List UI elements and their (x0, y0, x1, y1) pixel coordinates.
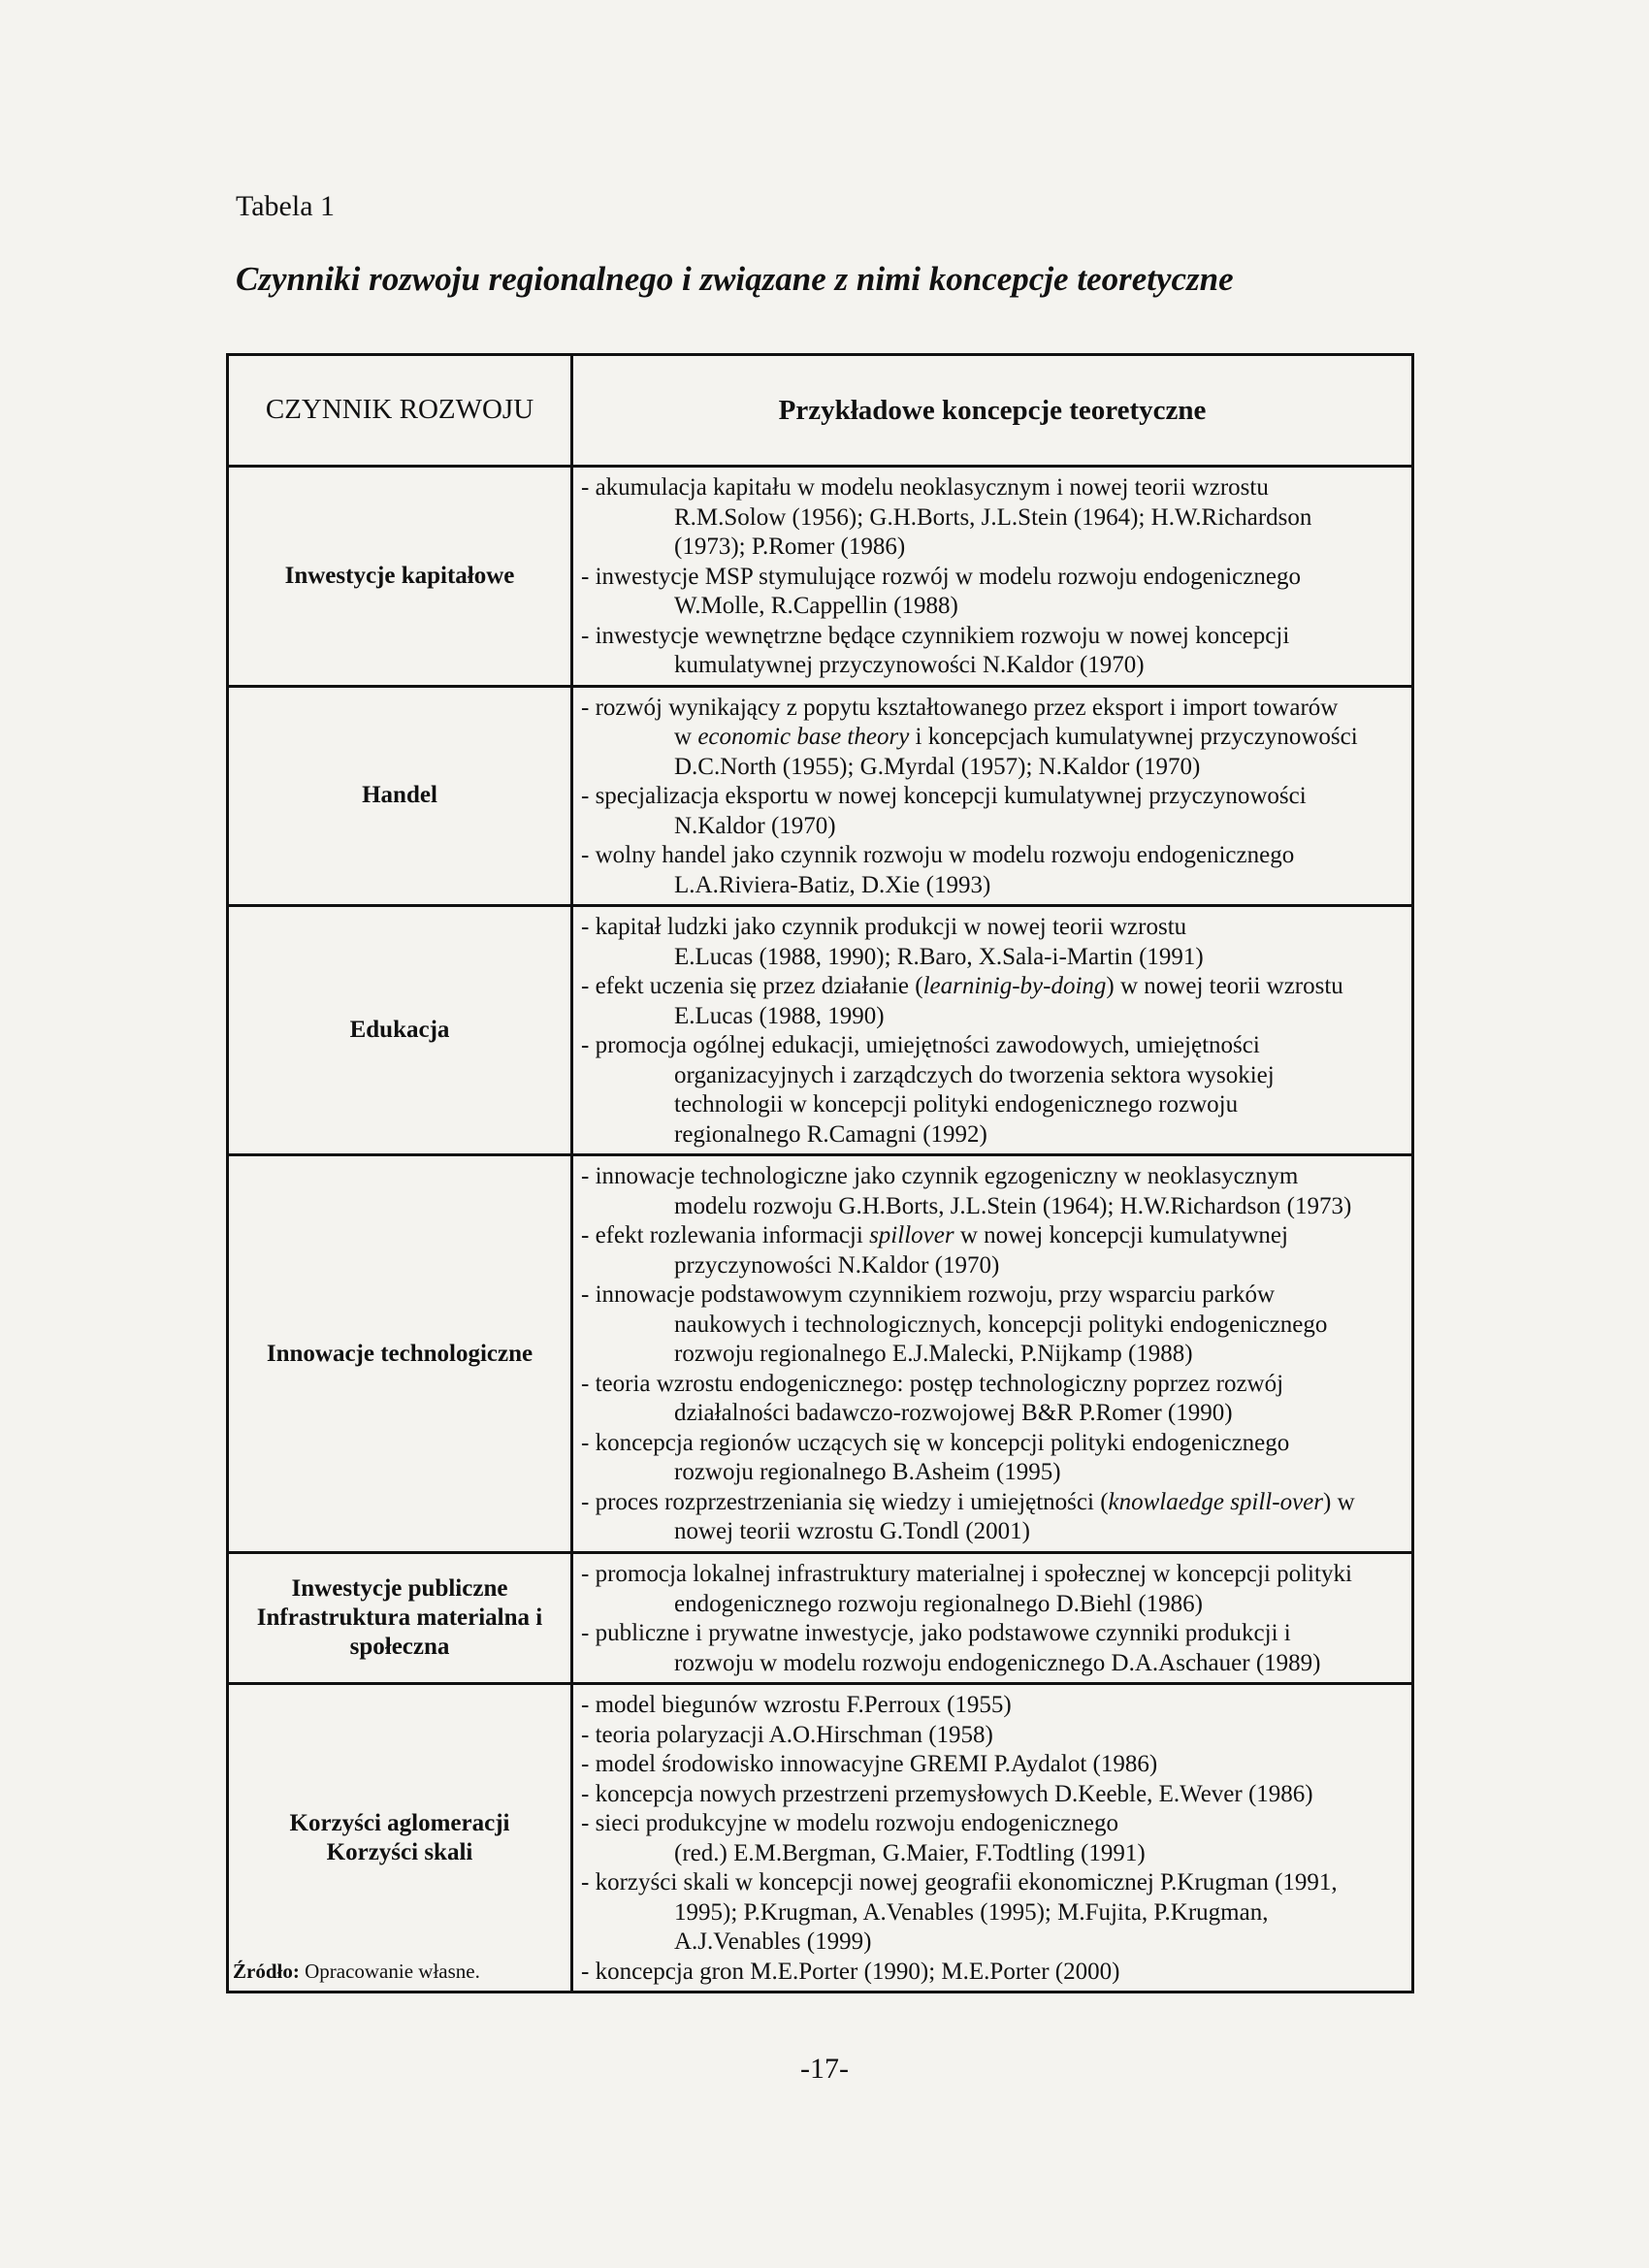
concept-reference: E.Lucas (1988, 1990) (674, 1002, 885, 1029)
table-title: Czynniki rozwoju regionalnego i związane z nimi koncepcje teoretyczne (236, 260, 1234, 298)
concept-item (581, 1031, 1406, 1150)
concept-text: - innowacje podstawowym czynnikiem rozwoju, przy wsparciu parków (581, 1281, 1276, 1308)
factor-cell (228, 906, 572, 1155)
concept-reference: D.C.North (1955); G.Myrdal (1957); N.Kaldor (1970) (674, 753, 1201, 780)
factor-label: Handel (362, 782, 437, 809)
concept-item (581, 473, 1406, 563)
source-note (233, 1960, 480, 1984)
factor-cell (228, 686, 572, 906)
concepts-cell (572, 1155, 1413, 1553)
concept-item (581, 1162, 1406, 1221)
concept-item (581, 1750, 1406, 1780)
concept-item (581, 1370, 1406, 1429)
table-row (228, 686, 1413, 906)
concept-reference: organizacyjnych i zarządczych do tworzenia sektora wysokiej (674, 1061, 1275, 1088)
factor-cell (228, 1553, 572, 1684)
factor-label: Edukacja (349, 1017, 450, 1043)
concept-reference: w economic base theory i koncepcjach kumulatywnej przyczynowości (674, 724, 1358, 750)
concept-reference: (red.) E.M.Bergman, G.Maier, F.Todtling (1991) (674, 1839, 1146, 1866)
concept-item (581, 841, 1406, 900)
concept-item (581, 1619, 1406, 1678)
concept-reference: A.J.Venables (1999) (674, 1928, 872, 1955)
source-label: Źródło: (233, 1960, 300, 1983)
concept-text: - sieci produkcyjne w modelu rozwoju endogenicznego (581, 1810, 1118, 1836)
factor-label: Inwestycje publiczne (291, 1575, 508, 1602)
page-number: -17- (800, 2053, 849, 2085)
concept-reference: nowej teorii wzrostu G.Tondl (2001) (674, 1518, 1030, 1544)
concept-reference: N.Kaldor (1970) (674, 812, 836, 839)
concept-reference: R.M.Solow (1956); G.H.Borts, J.L.Stein (1964); H.W.Richardson (674, 503, 1312, 531)
concept-item (581, 972, 1406, 1031)
concept-text: - wolny handel jako czynnik rozwoju w modelu rozwoju endogenicznego (581, 842, 1295, 868)
table-row (228, 1684, 1413, 1993)
concept-item (581, 1691, 1406, 1721)
table-header-row (228, 355, 1413, 467)
concept-reference: kumulatywnej przyczynowości N.Kaldor (1970) (674, 652, 1145, 678)
concept-text: - efekt uczenia się przez działanie (learninig-by-doing) w nowej teorii wzrostu (581, 973, 1343, 999)
concept-reference: rozwoju regionalnego B.Asheim (1995) (674, 1459, 1061, 1485)
concept-reference: naukowych i technologicznych, koncepcji polityki endogenicznego (674, 1311, 1328, 1338)
concept-item (581, 622, 1406, 681)
factor-label: Innowacje technologiczne (266, 1340, 534, 1367)
concept-item (581, 1809, 1406, 1868)
concept-reference: E.Lucas (1988, 1990); R.Baro, X.Sala-i-Martin (1991) (674, 943, 1204, 970)
concept-reference: rozwoju regionalnego E.J.Malecki, P.Nijkamp (1988) (674, 1341, 1193, 1367)
concept-text: - inwestycje wewnętrzne będące czynnikiem rozwoju w nowej koncepcji (581, 622, 1290, 649)
concept-text: - koncepcja gron M.E.Porter (1990); M.E.Porter (2000) (581, 1958, 1120, 1985)
factor-label: Inwestycje kapitałowe (284, 562, 515, 589)
concept-text: - model biegunów wzrostu F.Perroux (1955) (581, 1692, 1012, 1718)
table-row (228, 1155, 1413, 1553)
concept-text: - promocja lokalnej infrastruktury materialnej i społecznej w koncepcji polityki (581, 1561, 1352, 1587)
concept-text: - kapitał ludzki jako czynnik produkcji w nowej teorii wzrostu (581, 914, 1187, 940)
concept-item (581, 694, 1406, 783)
concept-reference: endogenicznego rozwoju regionalnego D.Biehl (1986) (674, 1590, 1203, 1617)
concept-reference: modelu rozwoju G.H.Borts, J.L.Stein (1964); H.W.Richardson (1973) (674, 1192, 1352, 1219)
factor-cell (228, 1155, 572, 1553)
concept-text: - akumulacja kapitału w modelu neoklasycznym i nowej teorii wzrostu (581, 474, 1269, 501)
concept-text: - efekt rozlewania informacji spillover w nowej koncepcji kumulatywnej (581, 1222, 1288, 1248)
concept-reference: technologii w koncepcji polityki endogenicznego rozwoju (674, 1091, 1239, 1118)
concept-item (581, 1488, 1406, 1547)
concept-item (581, 1280, 1406, 1370)
concept-reference: rozwoju w modelu rozwoju endogenicznego D.A.Aschauer (1989) (674, 1649, 1321, 1676)
table-row (228, 1553, 1413, 1684)
concept-text: - proces rozprzestrzeniania się wiedzy i umiejętności (knowlaedge spill-over) w (581, 1488, 1355, 1515)
header-concepts: Przykładowe koncepcje teoretyczne (572, 355, 1413, 467)
concept-text: - innowacje technologiczne jako czynnik egzogeniczny w neoklasycznym (581, 1163, 1299, 1189)
factor-cell (228, 467, 572, 687)
concept-text: - model środowisko innowacyjne GREMI P.Aydalot (1986) (581, 1751, 1158, 1777)
concepts-cell (572, 467, 1413, 687)
factor-label: Infrastruktura materialna i (256, 1604, 543, 1631)
concept-text: - teoria wzrostu endogenicznego: postęp technologiczny poprzez rozwój (581, 1370, 1284, 1397)
concept-reference: L.A.Riviera-Batiz, D.Xie (1993) (674, 871, 991, 898)
table-label: Tabela 1 (236, 190, 336, 222)
concept-reference: regionalnego R.Camagni (1992) (674, 1120, 987, 1148)
concept-item (581, 1958, 1406, 1988)
concept-item (581, 1868, 1406, 1958)
table-row (228, 906, 1413, 1155)
concept-reference: 1995); P.Krugman, A.Venables (1995); M.Fujita, P.Krugman, (674, 1898, 1269, 1926)
header-factor: CZYNNIK ROZWOJU (228, 355, 572, 467)
concept-item (581, 1429, 1406, 1488)
concept-item (581, 913, 1406, 972)
concepts-cell (572, 1684, 1413, 1993)
concepts-cell (572, 686, 1413, 906)
factor-cell (228, 1684, 572, 1993)
concept-text: - teoria polaryzacji A.O.Hirschman (1958) (581, 1721, 993, 1748)
concept-text: - koncepcja nowych przestrzeni przemysłowych D.Keeble, E.Wever (1986) (581, 1780, 1313, 1807)
concept-item (581, 782, 1406, 841)
concept-item (581, 1780, 1406, 1810)
factors-table (226, 353, 1414, 1993)
factor-label: społeczna (349, 1634, 450, 1660)
concept-item (581, 1560, 1406, 1619)
concept-text: - rozwój wynikający z popytu kształtowanego przez eksport i import towarów (581, 694, 1339, 721)
concept-text: - promocja ogólnej edukacji, umiejętności zawodowych, umiejętności (581, 1032, 1260, 1058)
concept-reference: przyczynowości N.Kaldor (1970) (674, 1251, 1000, 1279)
concept-text: - publiczne i prywatne inwestycje, jako podstawowe czynniki produkcji i (581, 1620, 1291, 1646)
concept-reference: (1973); P.Romer (1986) (674, 534, 906, 560)
concept-item (581, 1721, 1406, 1751)
concept-item (581, 1221, 1406, 1280)
concept-text: - koncepcja regionów uczących się w koncepcji polityki endogenicznego (581, 1429, 1290, 1456)
concept-text: - specjalizacja eksportu w nowej koncepcji kumulatywnej przyczynowości (581, 783, 1307, 809)
concepts-cell (572, 906, 1413, 1155)
concept-text: - inwestycje MSP stymulujące rozwój w modelu rozwoju endogenicznego (581, 563, 1301, 590)
concepts-cell (572, 1553, 1413, 1684)
factor-label: Korzyści skali (326, 1838, 473, 1865)
factor-label: Korzyści aglomeracji (289, 1809, 510, 1836)
table-row (228, 467, 1413, 687)
concept-item (581, 563, 1406, 622)
source-text: Opracowanie własne. (305, 1960, 480, 1983)
concept-reference: działalności badawczo-rozwojowej B&R P.Romer (1990) (674, 1400, 1233, 1426)
concept-text: - korzyści skali w koncepcji nowej geografii ekonomicznej P.Krugman (1991, (581, 1869, 1338, 1895)
concept-reference: W.Molle, R.Cappellin (1988) (674, 593, 958, 619)
